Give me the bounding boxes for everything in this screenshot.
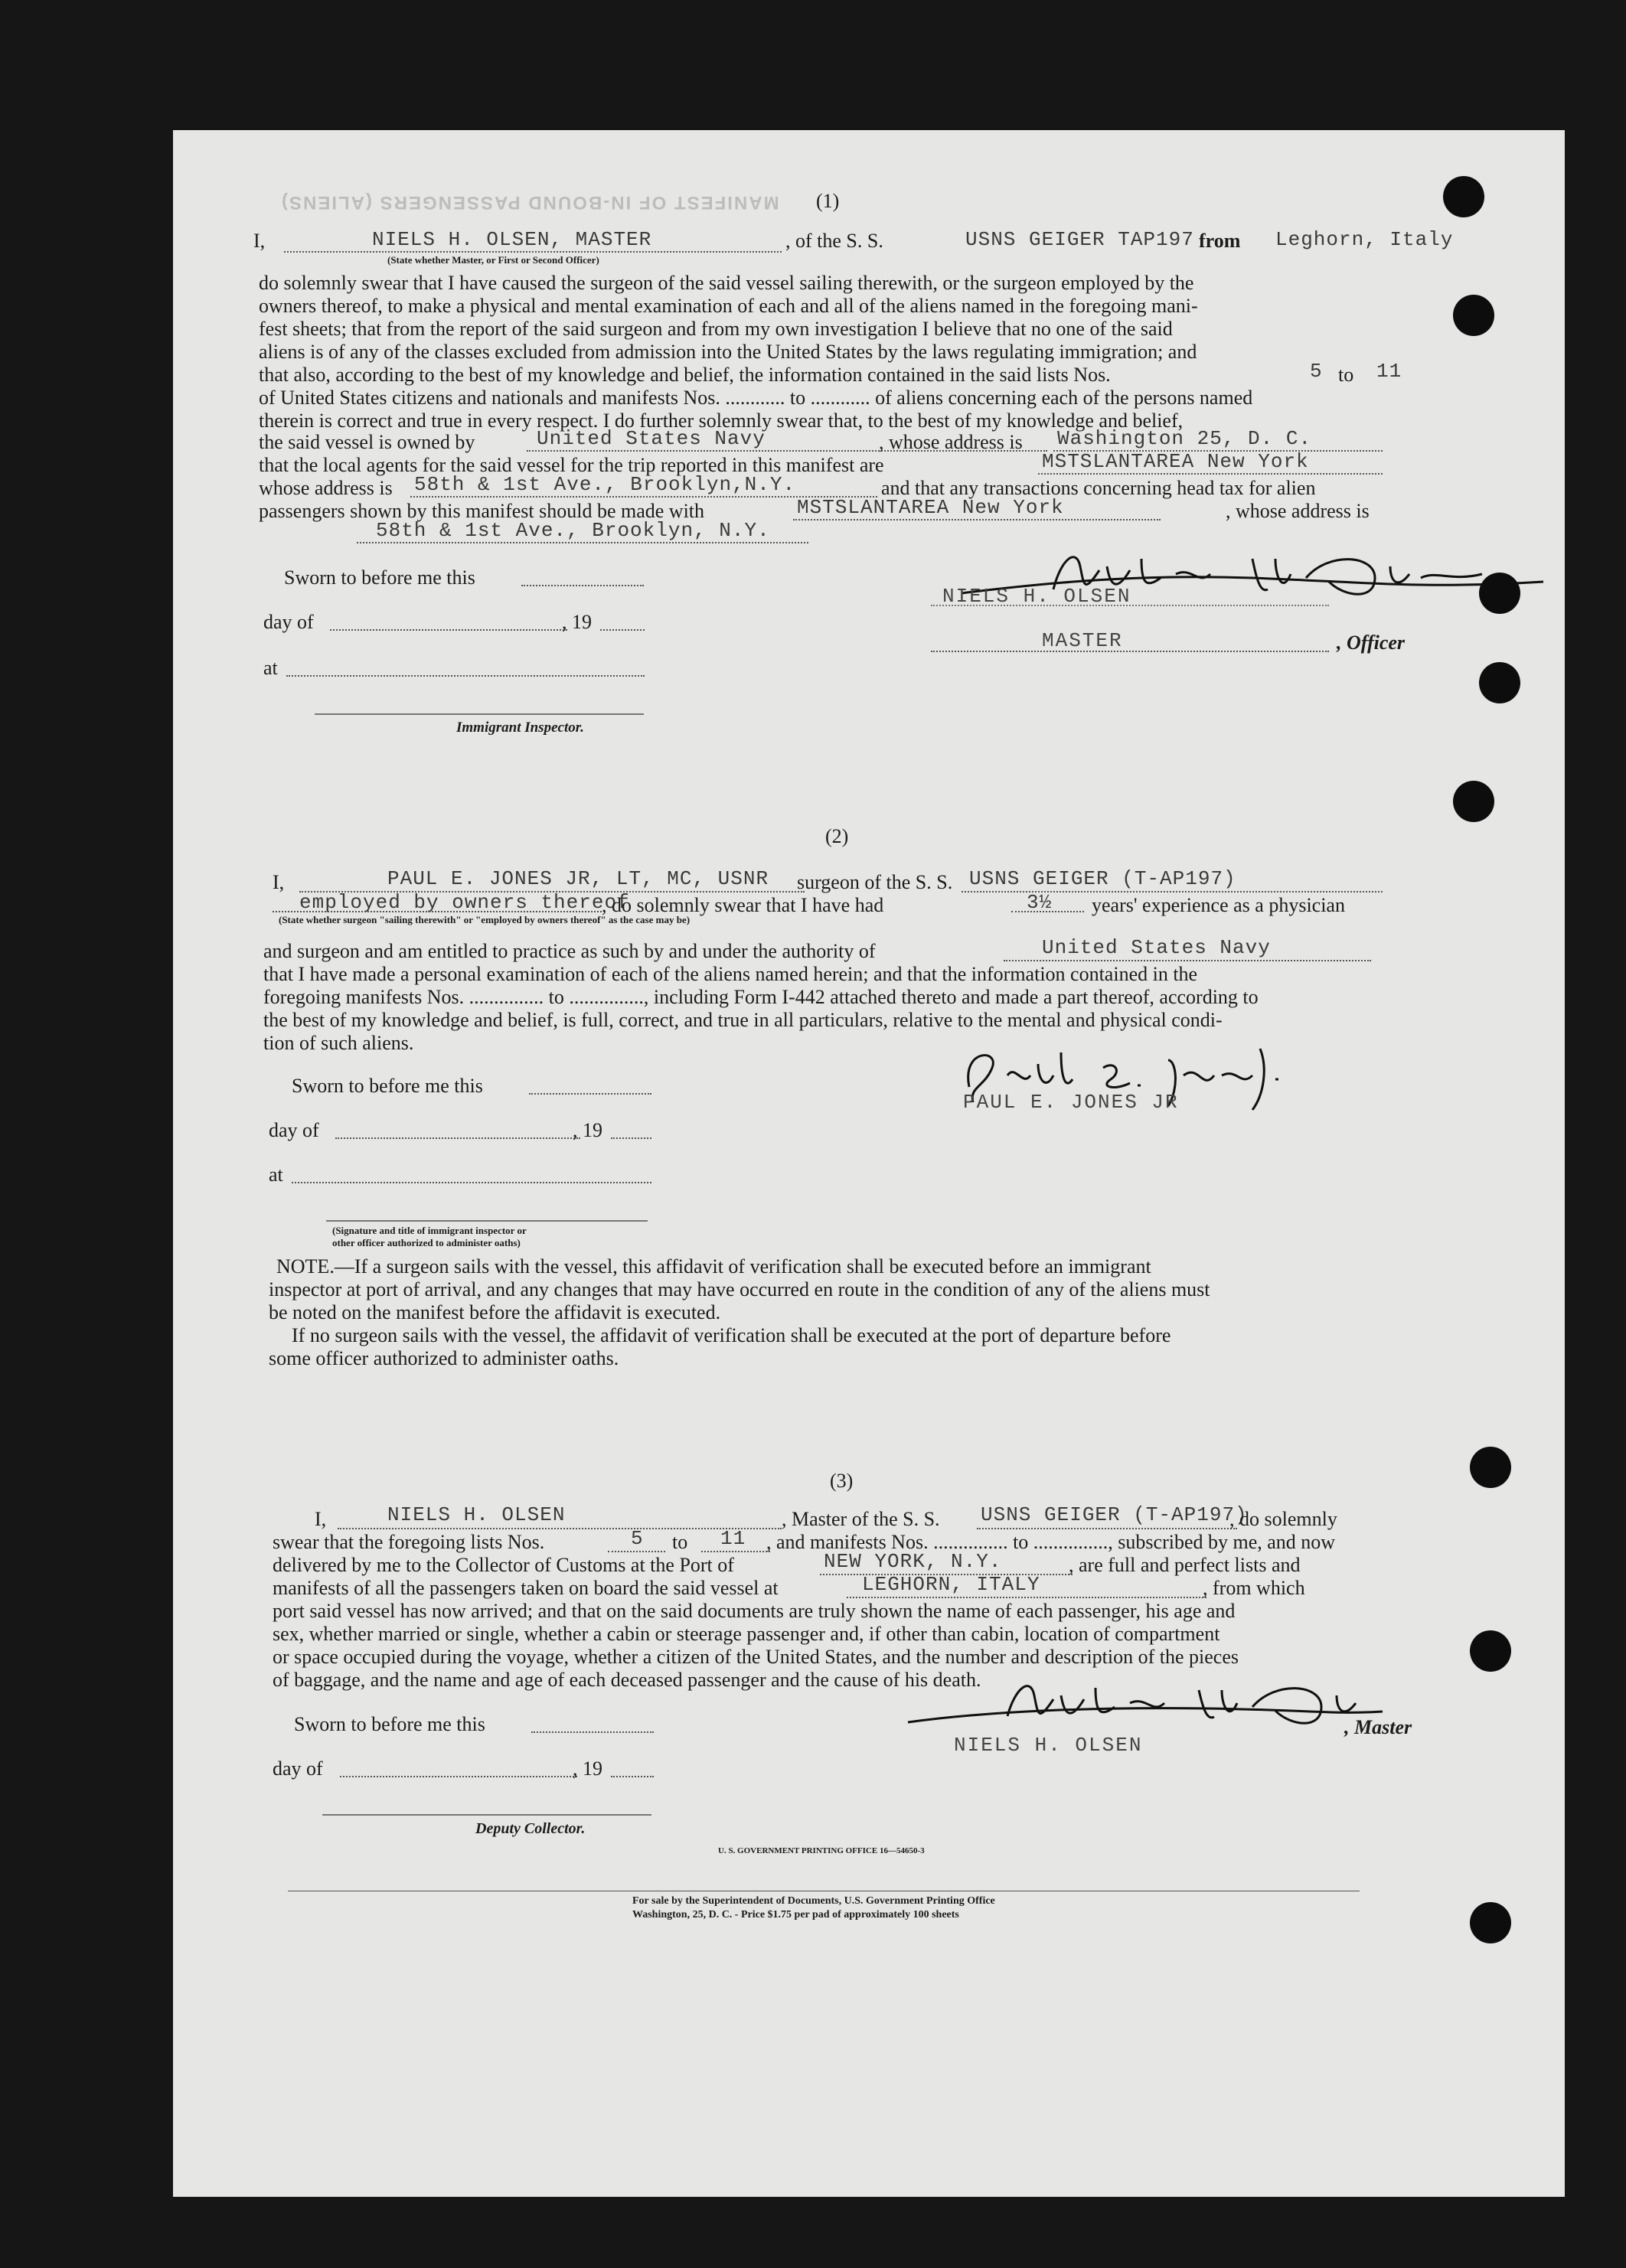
s1-year-label: , 19 <box>562 611 592 633</box>
s1-owner-address: Washington 25, D. C. <box>1057 427 1312 450</box>
s3-master-of-label: , Master of the S. S. <box>782 1508 940 1530</box>
s2-years: 3½ <box>1027 891 1053 914</box>
bleed-through-text: MANIFEST OF IN-BOUND PASSENGERS (ALIENS) <box>280 192 779 213</box>
s3-day-of-label: day of <box>273 1757 323 1780</box>
s1-p8a: the said vessel is owned by <box>259 431 475 453</box>
s3-year-line <box>611 1776 654 1777</box>
s3-p6: sex, whether married or single, whether a cabin or steerage passenger and, if other than cabin, location of compartment <box>273 1623 1220 1645</box>
s2-sig-line <box>326 1220 648 1222</box>
s3-signer-typed: NIELS H. OLSEN <box>954 1734 1143 1757</box>
note-line-2: inspector at port of arrival, and any changes that may have occurred en route in the condition of any of the aliens must <box>269 1278 1210 1300</box>
s3-vessel-line <box>977 1528 1237 1529</box>
binder-hole-7 <box>1470 1630 1511 1672</box>
s3-sworn-line <box>531 1731 654 1733</box>
s1-at-label: at <box>263 657 278 679</box>
s2-sworn-label: Sworn to before me this <box>292 1075 483 1097</box>
s1-owner: United States Navy <box>537 427 766 450</box>
s2-sworn-line <box>529 1093 651 1095</box>
s2-line2-text: , do solemnly swear that I have had <box>602 894 884 916</box>
s3-lists-to-line <box>701 1551 770 1552</box>
s3-p5: port said vessel has now arrived; and that on the said documents are truly shown the name of each passenger, his age and <box>273 1600 1236 1622</box>
s1-officer-line <box>931 651 1329 652</box>
s3-l2c: , and manifests Nos. ............... to ..............., subscribed by me, and now <box>766 1531 1336 1553</box>
s1-master-line <box>284 251 782 253</box>
s2-at-line <box>292 1182 651 1183</box>
s3-port-departure: LEGHORN, ITALY <box>862 1573 1040 1596</box>
binder-hole-2 <box>1453 295 1494 336</box>
s3-vessel-name: USNS GEIGER (T-AP197) <box>981 1503 1248 1526</box>
footer-sale-line-1: For sale by the Superintendent of Documents, U.S. Government Printing Office <box>632 1895 995 1907</box>
s1-p3: fest sheets; that from the report of the said surgeon and from my own investigation I believe that no one of the said <box>259 318 1173 340</box>
s1-signer-title: MASTER <box>1042 629 1123 652</box>
s1-p1: do solemnly swear that I have caused the surgeon of the said vessel sailing therewith, or the surgeon employed by the <box>259 272 1194 294</box>
s2-vessel-name: USNS GEIGER (T-AP197) <box>969 867 1236 890</box>
s1-signer-typed: NIELS H. OLSEN <box>942 585 1131 608</box>
s2-p7: tion of such aliens. <box>263 1032 414 1054</box>
s2-authority-line <box>1004 960 1371 961</box>
s1-inspector-line <box>315 713 644 715</box>
s2-years-line <box>1011 911 1084 912</box>
s3-l4b: , from which <box>1203 1577 1305 1599</box>
s1-agents-line <box>1038 473 1383 475</box>
s1-lists-from: 5 <box>1310 360 1323 383</box>
s2-p3a: and surgeon and am entitled to practice as such by and under the authority of <box>263 940 876 962</box>
footer-sale-line-2: Washington, 25, D. C. - Price $1.75 per pad of approximately 100 sheets <box>632 1909 959 1920</box>
s1-day-line <box>330 629 567 631</box>
s2-signer-typed: PAUL E. JONES JR <box>963 1091 1179 1114</box>
document-page <box>173 130 1565 2197</box>
s3-master-name: NIELS H. OLSEN <box>387 1503 566 1526</box>
s1-p5a: that also, according to the best of my knowledge and belief, the information contained in the said lists Nos. <box>259 364 1111 386</box>
section-3-number: (3) <box>830 1470 854 1492</box>
s1-at-line <box>286 675 645 677</box>
s3-lists-to: 11 <box>720 1527 746 1550</box>
s2-surgeon-of-label: surgeon of the S. S. <box>797 871 953 893</box>
s2-day-line <box>335 1137 580 1139</box>
s1-from-label: from <box>1199 230 1241 252</box>
s2-employed: employed by owners thereof <box>299 891 630 914</box>
s1-tax-agent-line <box>793 519 1161 520</box>
gpo-imprint: U. S. GOVERNMENT PRINTING OFFICE 16—54650-3 <box>718 1846 925 1855</box>
binder-hole-1 <box>1443 176 1484 217</box>
s1-lists-to: 11 <box>1376 360 1402 383</box>
s2-p6: the best of my knowledge and belief, is full, correct, and true in all particulars, relative to the mental and physical condi- <box>263 1009 1223 1031</box>
s2-employed-line <box>273 911 602 912</box>
s3-lists-from-line <box>608 1551 665 1552</box>
s3-l2-to: to <box>672 1531 688 1553</box>
s1-p2: owners thereof, to make a physical and mental examination of each and all of the aliens named in the foregoing mani- <box>259 295 1198 317</box>
s1-p10a: whose address is <box>259 477 393 499</box>
s1-p6: of United States citizens and nationals and manifests Nos. ............ to ............ of aliens concerning each of the persons named <box>259 387 1253 409</box>
s3-l3a: delivered by me to the Collector of Customs at the Port of <box>273 1554 734 1576</box>
s3-line1-tail: , do solemnly <box>1229 1508 1337 1530</box>
s1-line1-prefix: I, <box>253 230 266 252</box>
s2-vessel-line <box>962 891 1383 893</box>
s2-p4: that I have made a personal examination of each of the aliens named herein; and that the information contained in the <box>263 963 1198 985</box>
s1-caption: (State whether Master, or First or Second Officer) <box>387 254 599 266</box>
s1-sworn-line <box>521 585 644 586</box>
s2-day-of-label: day of <box>269 1119 319 1141</box>
s3-day-line <box>340 1776 577 1777</box>
s3-l2a: swear that the foregoing lists Nos. <box>273 1531 545 1553</box>
note-line-4: If no surgeon sails with the vessel, the affidavit of verification shall be executed at the port of departure before <box>292 1324 1171 1346</box>
s3-master-line <box>338 1528 782 1529</box>
s3-master-label: , Master <box>1344 1716 1412 1738</box>
s3-p7: or space occupied during the voyage, whether a citizen of the United States, and the number and description of the pieces <box>273 1646 1239 1668</box>
s2-year-label: , 19 <box>573 1119 602 1141</box>
section-1-number: (1) <box>816 190 840 212</box>
s1-tax-agent: MSTSLANTAREA New York <box>797 496 1064 519</box>
s2-p5: foregoing manifests Nos. ............... to ..............., including Form I-442 attached thereto and made a part thereof, according to <box>263 986 1259 1008</box>
s1-inspector-caption: Immigrant Inspector. <box>456 720 584 736</box>
s3-deputy-caption: Deputy Collector. <box>475 1820 586 1837</box>
note-line-5: some officer authorized to administer oaths. <box>269 1347 619 1369</box>
s2-sig-caption-2: other officer authorized to administer oaths) <box>332 1237 521 1248</box>
s1-p10b: and that any transactions concerning head tax for alien <box>881 477 1316 499</box>
section-2-number: (2) <box>825 825 849 847</box>
s1-p11a: passengers shown by this manifest should be made with <box>259 500 705 522</box>
s3-year-label: , 19 <box>573 1757 602 1780</box>
binder-hole-6 <box>1470 1447 1511 1488</box>
s2-authority: United States Navy <box>1042 936 1271 959</box>
s1-vessel-name: USNS GEIGER TAP197 <box>965 228 1194 251</box>
s3-line1-prefix: I, <box>315 1508 327 1530</box>
binder-hole-4 <box>1479 662 1520 703</box>
s1-p9a: that the local agents for the said vessel for the trip reported in this manifest are <box>259 454 884 476</box>
s1-p5-to: to <box>1338 364 1354 386</box>
s1-officer-label: , Officer <box>1337 631 1406 654</box>
s1-sworn-label: Sworn to before me this <box>284 566 475 589</box>
s2-caption: (State whether surgeon "sailing therewith" or "employed by owners thereof" as the case may be) <box>279 914 691 925</box>
s3-lists-from: 5 <box>631 1527 644 1550</box>
s3-l4a: manifests of all the passengers taken on board the said vessel at <box>273 1577 779 1599</box>
binder-hole-5 <box>1453 781 1494 822</box>
s2-sig-caption-1: (Signature and title of immigrant inspector or <box>332 1225 527 1236</box>
s1-port-name: Leghorn, Italy <box>1275 228 1454 251</box>
s1-agents: MSTSLANTAREA New York <box>1042 450 1309 473</box>
s3-sworn-label: Sworn to before me this <box>294 1713 485 1735</box>
s1-master-name: NIELS H. OLSEN, MASTER <box>372 228 652 251</box>
s1-p11b: , whose address is <box>1226 500 1370 522</box>
s1-day-of-label: day of <box>263 611 314 633</box>
binder-hole-8 <box>1470 1902 1511 1943</box>
s2-line2-tail: years' experience as a physician <box>1092 894 1345 916</box>
s1-tax-address: 58th & 1st Ave., Brooklyn, N.Y. <box>376 519 770 542</box>
s1-tax-address-line <box>357 542 808 543</box>
s3-l3b: , are full and perfect lists and <box>1069 1554 1301 1576</box>
s3-port-departure-line <box>847 1597 1206 1598</box>
s3-signature-image <box>900 1669 1390 1738</box>
note-line-1: NOTE.—If a surgeon sails with the vessel, this affidavit of verification shall be executed before an immigrant <box>276 1255 1151 1278</box>
s1-of-ss-label: , of the S. S. <box>785 230 883 252</box>
s2-at-label: at <box>269 1163 283 1186</box>
note-line-3: be noted on the manifest before the affidavit is executed. <box>269 1301 721 1323</box>
s1-p7: therein is correct and true in every respect. I do further solemnly swear that, to the best of my knowledge and belief, <box>259 410 1184 432</box>
s1-agents-address: 58th & 1st Ave., Brooklyn,N.Y. <box>414 473 796 496</box>
s1-p4: aliens is of any of the classes excluded from admission into the United States by the laws regulating immigration; and <box>259 341 1197 363</box>
s1-signer-line <box>931 605 1329 606</box>
s2-line1-prefix: I, <box>273 871 285 893</box>
s3-port-arrival: NEW YORK, N.Y. <box>824 1550 1002 1573</box>
s2-year-line <box>611 1137 651 1139</box>
s1-p8b: , whose address is <box>879 431 1023 453</box>
s3-p8: of baggage, and the name and age of each deceased passenger and the cause of his death. <box>273 1669 981 1691</box>
s3-deputy-line <box>322 1814 651 1816</box>
binder-hole-3 <box>1479 573 1520 614</box>
s2-surgeon-name: PAUL E. JONES JR, LT, MC, USNR <box>387 867 769 890</box>
s1-year-line <box>600 629 645 631</box>
